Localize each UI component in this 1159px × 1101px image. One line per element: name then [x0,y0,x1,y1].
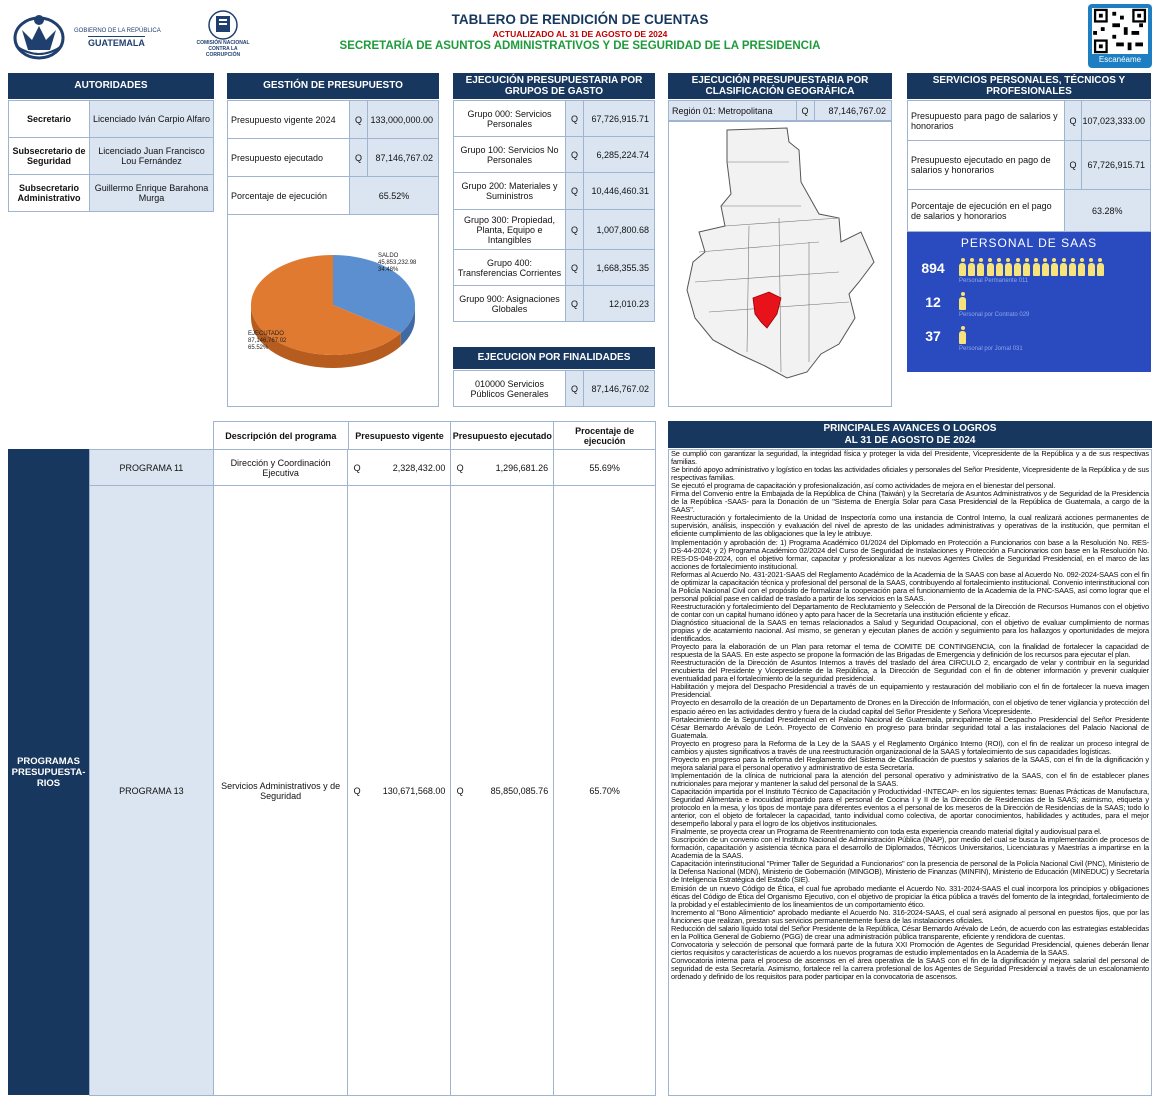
grupo-row [454,286,655,322]
grupo-q: Q [566,210,584,250]
presupuesto-label: Presupuesto ejecutado [228,139,350,177]
personal-figures [959,326,968,346]
servicios-table [907,100,1151,232]
programa-pct: 65.70% [554,486,656,1096]
guatemala-map [669,122,891,406]
person-body [1023,263,1030,276]
geografica-table [668,100,892,121]
presupuesto-value: 133,000,000.00 [368,101,439,139]
person-body [977,263,984,276]
personal-panel [907,232,1151,372]
person-head [997,258,1001,262]
personal-figures [959,292,968,312]
avance-item: Reducción del salario líquido total del Señor Presidente de la República, César Bernardo Arévalo de León, de acuerdo con las estrategias establecidas en la Política General de Gobierno (PGG) de crear una administración pública transparente, eficiente y rendidora de cuentas. [671,923,1149,941]
programa-name: PROGRAMA 11 [90,450,214,486]
presupuesto-title: GESTIÓN DE PRESUPUESTO [227,73,439,99]
map-panel [668,121,892,407]
servicio-value: 107,023,333.00 [1082,101,1151,141]
personal-count: 894 [921,260,945,276]
autoridades-title: AUTORIDADES [8,73,214,99]
person-head [1025,258,1029,262]
servicio-q: Q [1064,141,1082,190]
person-body [1078,263,1085,276]
autoridad-name: Licenciado Iván Carpio Alfaro [90,101,214,138]
avance-item: Capacitación impartida por el Instituto Técnico de Capacitación y Productividad -INTECAP- en los siguientes temas: Buenas Prácticas de Manufactura, Seguridad Alimentaria e inocuidad impartido para el personal de Cocina I y II de la Dirección de Residencias de la SAAS; asimismo, etiqueta y protocolo en la mesa, y los tipos de montaje para diferentes eventos a el personal de los meseros de la Dirección de Residencias de la SAAS; todo lo anterior, con el objeto de fortalecer la capacidad, tanto individual como colectiva, de aportar conocimientos, habilidades y actitudes, para el mejor desempeño laboral y para el logro de los objetivos institucionales. [671,786,1149,829]
person-icon [977,258,984,276]
avance-item: Proyecto en progreso para la reforma del Reglamento del Sistema de Clasificación de puestos y salarios de la SAAS, con el fin de la dignificación y mejora salarial para el personal operativo y administrativo de esta Secretaría. [671,754,1149,772]
avance-item: Se ejecutó el programa de capacitación y profesionalización, así como actividades de mejora en el bienestar del personal. [671,481,1056,491]
autoridad-role: Secretario [9,101,90,138]
qr-box[interactable] [1088,4,1152,68]
person-icon [1060,258,1067,276]
avance-item: Implementación y aprobación de: 1) Programa Académico 01/2024 del Diplomado en Protección a Funcionarios con base a la Resolución No. RES-DS-44-2024; y 2) Programa Académico 02/2024 del Curso de Seguridad de Instalaciones y Protección a Funcionarios con base en la Resolución No. RES-DS-048-2024, con el objetivo formar, capacitar y profesionalizar a los nuevos Agentes Civiles de Seguridad Presidencial, en el marco de las acciones de fortalecimiento institucional. [671,537,1149,571]
presupuesto-value: 65.52% [350,177,439,215]
avance-item: Convocatoria y selección de personal que formará parte de la futura XXI Promoción de Agentes de Seguridad Presidencial, quienes deberán llenar ciertos requisitos y características de acuerdo a los nuevos programas de estudio implementados en la Academia de la SAAS. [671,939,1149,957]
grupo-row [454,101,655,137]
finalidad-label: 010000 Servicios Públicos Generales [454,371,566,407]
updated-date: ACTUALIZADO AL 31 DE AGOSTO DE 2024 [492,29,668,39]
avance-item: Emisión de un nuevo Código de Ética, el cual fue aprobado mediante el Acuerdo No. 331-2024-SAAS el cual incorpora los principios y obligaciones éticas del Código de Ética del Organismo Ejecutivo, con el objetivo de propiciar la ética pública a través del fomento de la integridad, fortalecimiento de la probidad y el establecimiento de los lineamientos de un comportamiento ético. [671,883,1149,909]
servicio-label: Porcentaje de ejecución en el pago de salarios y honorarios [908,190,1065,232]
grupo-label: Grupo 300: Propiedad, Planta, Equipo e Intangibles [454,210,566,250]
avance-item: Proyecto en desarrollo de la creación de un Departamento de Drones en la Dirección de Información, con el objetivo de tener vigilancia y protección del espacio aéreo en las actividades dentro y fuera de la ciudad capital del Señor Presidente y Señora Vicepresidente. [671,698,1149,716]
gov-logo [8,10,168,62]
avance-item: Finalmente, se proyecta crear un Programa de Reentrenamiento con toda esta experiencia creando material digital y audiovisual para el. [671,827,1102,837]
person-icon [1023,258,1030,276]
autoridad-row [9,138,214,175]
grupo-label: Grupo 100: Servicios No Personales [454,137,566,173]
avance-item: Capacitación interinstitucional "Primer Taller de Seguridad a Funcionarios" con la presencia de personal de la Policía Nacional Civil (PNC), Ministerio de la Defensa Nacional (MDN), Ministerio de Gobernación (MINGOB), Ministerio de Finanzas (MINFIN), Ministerio de Educación (MINEDUC) y Secretaría de Inteligencia Estratégica del Estado (SIE). [671,859,1149,885]
person-head [1089,258,1093,262]
personal-label: Personal por Contrato 029 [959,312,1030,318]
servicio-row [908,141,1151,190]
avance-item: Habilitación y mejora del Despacho Presidencial a través de un equipamiento y restauración del mobiliario con el fin de fortalecer la nueva imagen Presidencial. [671,682,1149,700]
avance-item: Proyecto en progreso para la Reforma de la Ley de la SAAS y el Reglamento Orgánico Interno (ROI), con el fin de realizar un proceso integral de cambios y ajustes significativos a través de una reestructuración organizacional de la SAAS y fortalecimiento de sus capacidades logísticas. [671,738,1149,756]
personal-label: Personal Permanente 011 [959,278,1029,284]
person-head [1098,258,1102,262]
avance-item: Suscripción de un convenio con el Instituto Nacional de Administración Pública (INAP), por medio del cual se busca la implementación de procesos de formación, capacitación y asistencia técnica para el desarrollo de Diplomados, Técnicos Universitarios, Licenciaturas y Maestrías a impartirse en la Academia de la SAAS. [671,835,1149,861]
grupo-row [454,250,655,286]
autoridad-row [9,101,214,138]
pie-label-value-label: 87,146,767.02 [248,338,287,344]
avance-item: Se brindó apoyo administrativo y logístico en todas las actividades oficiales y personales del Señor Presidente, Vicepresidente de la República y de sus respectivas familias. [671,465,1149,483]
person-body [1069,263,1076,276]
avances-title [668,421,1152,448]
person-icon [959,326,966,344]
personal-row [907,256,1151,288]
presupuesto-q: Q [350,139,368,177]
avances-title-line1: PRINCIPALES AVANCES O LOGROS [823,423,997,434]
person-head [961,326,965,330]
gov-logo-line2: GUATEMALA [88,38,145,48]
person-icon [1097,258,1104,276]
pie-label-percent-label: 65.52% [248,345,269,351]
avance-item: Reestructuración y fortalecimiento del Departamento de Reclutamiento y Selección de Personal de la Dirección de Recursos Humanos con el objetivo de contar con un capital humano idóneo y apto para hacer de la Secretaría una institución eficiente y eficaz. [671,601,1149,619]
geo-region: Región 01: Metropolitana [669,101,797,121]
servicio-value: 63.28% [1064,190,1150,232]
grupo-label: Grupo 400: Transferencias Corrientes [454,250,566,286]
programa-vigente: 2,328,432.00 [366,450,451,486]
finalidad-row [454,371,655,407]
programa-q2: Q [451,450,469,486]
grupo-value: 6,285,224.74 [584,137,655,173]
person-head [1016,258,1020,262]
entity-name: SECRETARÍA DE ASUNTOS ADMINISTRATIVOS Y DE SEGURIDAD DE LA PRESIDENCIA [339,40,821,52]
personal-count: 37 [925,328,941,344]
programa-name: PROGRAMA 13 [90,486,214,1096]
grupo-value: 10,446,460.31 [584,173,655,210]
person-body [968,263,975,276]
person-head [961,258,965,262]
person-icon [968,258,975,276]
grupo-value: 67,726,915.71 [584,101,655,137]
autoridad-name: Guillermo Enrique Barahona Murga [90,175,214,212]
person-head [979,258,983,262]
person-head [1071,258,1075,262]
page-title: TABLERO DE RENDICIÓN DE CUENTAS [451,12,709,27]
grupo-row [454,210,655,250]
finalidad-q: Q [566,371,584,407]
grupo-q: Q [566,101,584,137]
programas-table [89,449,656,1096]
servicio-q: Q [1064,101,1082,141]
avance-item: Implementación de la clínica de nutricional para la atención del personal operativo y administrativo de la SAAS, con el fin de establecer planes nutricionales para mejorar y mantener la salud del personal de la SAAS. [671,770,1149,788]
grupo-label: Grupo 200: Materiales y Suministros [454,173,566,210]
programa-ejecutado: 85,850,085.76 [469,486,554,1096]
geo-row [669,101,892,121]
presupuesto-label: Presupuesto vigente 2024 [228,101,350,139]
programa-vigente: 130,671,568.00 [366,486,451,1096]
presupuesto-row [228,139,439,177]
grupo-label: Grupo 000: Servicios Personales [454,101,566,137]
avance-item: Se cumplió con garantizar la seguridad, la integridad física y proteger la vida del Presidente, Vicepresidente de la República y a de sus respectivas familias. [671,449,1149,467]
avance-item: Convocatoria interna para el proceso de ascensos en el área operativa de la SAAS con el fin de la dignificación y mejora salarial del personal de seguridad de esta Secretaría. Asimismo, fortalece rel la carrera profesional de los Agentes de Seguridad Presidencial a través de un escalonamiento ordenado y definido de los requisitos para poder participar en la convocatoria de ascensos. [671,955,1149,982]
pie-label-label: SALDO [378,253,399,259]
avances-list [671,450,1149,981]
person-head [1062,258,1066,262]
autoridad-role: Subsecretario Administrativo [9,175,90,212]
grupo-q: Q [566,286,584,322]
grupo-label: Grupo 900: Asignaciones Globales [454,286,566,322]
grupo-value: 12,010.23 [584,286,655,322]
personal-count: 12 [925,294,941,310]
finalidades-table [453,370,655,407]
programa-q1: Q [348,450,366,486]
person-icon [1078,258,1085,276]
grupos-title: EJECUCIÓN PRESUPUESTARIA POR GRUPOS DE GASTO [453,73,655,99]
finalidad-value: 87,146,767.02 [584,371,655,407]
avance-item: Firma del Convenio entre la Embajada de la República de China (Taiwán) y la Secretaría de Asuntos Administrativos y de Seguridad de la Presidencia de la República -SAAS- para la Donación de un "Sistema de Energía Solar para Casa Presidencial de la República de Guatemala, a cargo de la SAAS". [671,489,1149,515]
autoridad-name: Licenciado Juan Francisco Lou Fernández [90,138,214,175]
person-head [1080,258,1084,262]
personal-title: PERSONAL DE SAAS [960,236,1098,250]
col-ejecutado: Presupuesto ejecutado [451,422,554,450]
person-icon [996,258,1003,276]
pie-label-label: EJECUTADO [248,331,284,337]
person-body [987,263,994,276]
presupuesto-row [228,177,439,215]
grupos-table [453,100,655,322]
person-icon [987,258,994,276]
avances-title-line2: AL 31 DE AGOSTO DE 2024 [844,434,976,446]
person-body [1005,263,1012,276]
person-head [1052,258,1056,262]
grupo-q: Q [566,137,584,173]
person-body [959,263,966,276]
programa-desc: Servicios Administrativos y de Seguridad [213,486,348,1096]
person-icon [959,292,966,310]
grupo-q: Q [566,173,584,210]
personal-row [907,290,1151,322]
person-icon [1042,258,1049,276]
person-body [1014,263,1021,276]
person-icon [1051,258,1058,276]
avance-item: Incremento al "Bono Alimenticio" aprobado mediante el Acuerdo No. 316-2024-SAAS, el cual será asignado al personal en puestos fijos, que por las funciones que realizan, prestan sus servicios permanentemente fuera de las instalaciones oficiales. [671,907,1149,925]
budget-pie-chart [228,215,438,406]
person-body [1042,263,1049,276]
person-head [1043,258,1047,262]
servicio-row [908,101,1151,141]
presupuesto-value: 87,146,767.02 [368,139,439,177]
programa-q2: Q [451,486,469,1096]
grupo-row [454,173,655,210]
gov-logo-line1: GOBIERNO DE LA REPÚBLICA [74,28,161,34]
personal-figures [959,258,1106,278]
servicio-label: Presupuesto ejecutado en pago de salarios y honorarios [908,141,1065,190]
person-body [959,297,966,310]
programa-row [90,450,656,486]
programa-desc: Dirección y Coordinación Ejecutiva [213,450,348,486]
person-head [970,258,974,262]
programa-pct: 55.69% [554,450,656,486]
grupo-q: Q [566,250,584,286]
person-body [1033,263,1040,276]
presupuesto-q: Q [350,101,368,139]
avance-item: Diagnóstico situacional de la SAAS en temas relacionados a Salud y Seguridad Ocupacional, con el objetivo de evaluar cumplimiento de normas propias y de acatamiento nacional. Así mismo, se generan y ejecutan planes de acción y seguimiento para los hallazgos y oportunidades de mejora identificados. [671,617,1149,644]
commission-line2: CONTRA LA CORRUPCIÓN [205,46,241,58]
autoridad-role: Subsecretario de Seguridad [9,138,90,175]
person-body [1051,263,1058,276]
person-icon [1088,258,1095,276]
person-head [961,292,965,296]
programas-side-label: PROGRAMAS PRESUPUESTA-RIOS [8,449,89,1095]
person-body [996,263,1003,276]
avance-item: Fortalecimiento de la Seguridad Presidencial en el Palacio Nacional de Guatemala, principalmente al Despacho Presidencial del Señor Presidente César Bernardo Arévalo de León. Proyecto de Convenio en progreso para brindar seguridad total a las instalaciones del Palacio Nacional de Guatemala. [671,714,1149,740]
col-vigente: Presupuesto vigente [348,422,451,450]
person-body [959,331,966,344]
person-head [1034,258,1038,262]
person-icon [959,258,966,276]
pie-label-value-label: 45,853,232.98 [378,260,417,266]
geo-q: Q [796,101,814,121]
presupuesto-table [227,100,439,215]
shield-icon [205,10,241,40]
commission-line1: COMISIÓN NACIONAL [196,40,250,46]
avances-body [668,449,1152,1096]
person-icon [1069,258,1076,276]
avance-item: Reformas al Acuerdo No. 431-2021-SAAS del Reglamento Académico de la Academia de la SAAS con base al Acuerdo No. 092-2024-SAAS con el fin de optimizar la capacitación técnica y profesional del personal de la SAAS, contribuyendo al fortalecimiento institucional. Convenio interinstitucional con la Policía Nacional Civil con el propósito de formalizar la cooperación para el funcionamiento de la Academia de la PNC-SAAS, así como lograr que el personal policial pase en calidad de traslado a partir de los servicios en la SAAS. [671,569,1149,603]
presupuesto-row [228,101,439,139]
col-descripcion: Descripción del programa [214,422,349,450]
person-body [1088,263,1095,276]
programa-q1: Q [348,486,366,1096]
programa-row [90,486,656,1096]
pie-chart-panel [227,214,439,407]
personal-row [907,324,1151,356]
grupo-value: 1,007,800.68 [584,210,655,250]
autoridades-table [8,100,214,212]
person-icon [1005,258,1012,276]
servicio-label: Presupuesto para pago de salarios y honorarios [908,101,1065,141]
presupuesto-label: Porcentaje de ejecución [228,177,350,215]
personal-label: Personal por Jornal 031 [959,346,1023,352]
geo-value: 87,146,767.02 [814,101,892,121]
grupo-row [454,137,655,173]
person-head [988,258,992,262]
qr-code-icon [1092,8,1148,54]
geografica-title: EJECUCIÓN PRESUPUESTARIA POR CLASIFICACIÓN GEOGRÁFICA [668,73,892,99]
commission-logo [192,10,254,62]
programa-ejecutado: 1,296,681.26 [469,450,554,486]
grupo-value: 1,668,355.35 [584,250,655,286]
autoridad-row [9,175,214,212]
person-body [1097,263,1104,276]
coat-of-arms-icon [8,10,70,62]
person-icon [1014,258,1021,276]
person-body [1060,263,1067,276]
avance-item: Reestructuración y fortalecimiento de la Unidad de Inspectoría como una instancia de Control Interno, la cual realizará acciones permanentes de supervisión, análisis, inspección y evaluación del nivel de apresto de las unidades administrativas y operativas de la institución, que permitan el eficiente cumplimiento de las obligaciones que la ley le atribuye. [671,513,1149,539]
col-porcentaje: Procentaje de ejecución [554,422,656,450]
person-head [1006,258,1010,262]
qr-label: Escanéame [1098,55,1142,64]
avance-item: Proyecto para la elaboración de un Plan para retomar el tema de COMITE DE CONTINGENCIA, con la finalidad de fortalecer la capacidad de respuesta de la SAAS. En este aspecto se propone la formación de las Brigadas de Emergencia y definición de los recursos para ejecutar el plan. [671,642,1149,660]
servicio-value: 67,726,915.71 [1082,141,1151,190]
servicios-title: SERVICIOS PERSONALES, TÉCNICOS Y PROFESIONALES [907,73,1151,99]
person-icon [1033,258,1040,276]
programas-header [213,421,656,450]
pie-label-percent-label: 34.48% [378,267,399,273]
avance-item: Reestructuración de la Dirección de Asuntos Internos a través del traslado del área CIRCULO 2, encargado de velar y contribuir en la seguridad encubierta del Presidente y Vicepresidente de la República, a la Dirección de Seguridad con el fin de obtener información y prevenir cualquier eventualidad para el fortalecimiento de la seguridad presidencial. [671,658,1149,684]
servicio-row [908,190,1151,232]
finalidades-title: EJECUCION POR FINALIDADES [453,347,655,369]
